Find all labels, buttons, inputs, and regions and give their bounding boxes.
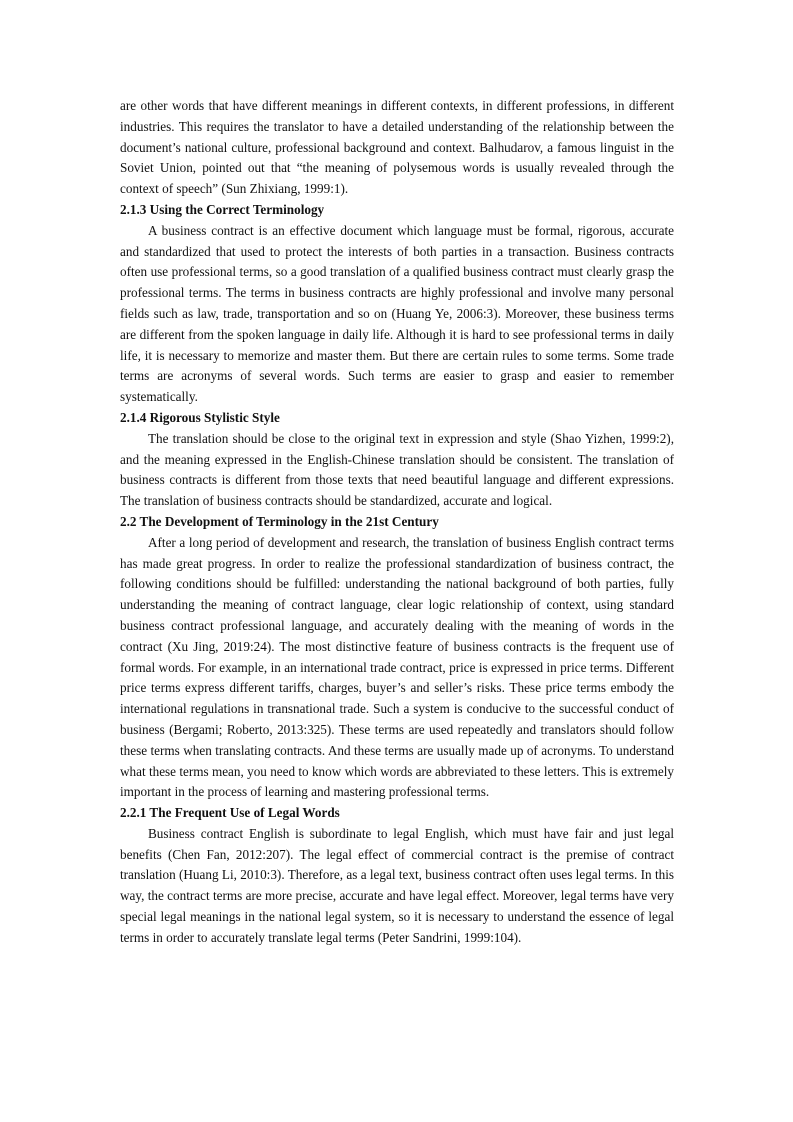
paragraph-legal-words: Business contract English is subordinate to legal English, which must have fair and just legal benefits (Chen Fan, 2012:207). The legal effect of commercial contract is the premise of contract translation (Huang Li, 2010:3). Therefore, as a legal text, business contract often uses legal terms. In this way, the contract terms are more precise, accurate and have legal effect. Moreover, legal terms have very special legal meanings in the national legal system, so it is necessary to understand the essence of legal terms in order to accurately translate legal terms (Peter Sandrini, 1999:104). bbox=[120, 825, 674, 945]
paragraph-terminology-development: After a long period of development and research, the translation of business English contract terms has made great progress. In order to realize the professional standardization of business contract, the following conditions should be fulfilled: understanding the national background of both parties, fully understanding the meaning of contract language, clear logic relationship of context, using standard business contract professional language, and accurately dealing with the meaning of words in the contract (Xu Jing, 2019:24). The most distinctive feature of business contracts is the frequent use of formal words. For example, in an international trade contract, price is expressed in price terms. Different price terms express different tariffs, charges, buyer’s and seller’s risks. These price terms embody the international regulations in transnational trade. Such a system is conducive to the successful conduct of business (Bergami; Roberto, 2013:325). These terms are used repeatedly and translators should follow these terms when translating contracts. And these terms are usually made up of acronyms. To understand what these terms mean, you need to know which words are abbreviated to these letters. This is extremely important in the process of learning and mastering professional terms. bbox=[120, 534, 674, 800]
document-page bbox=[120, 96, 674, 949]
heading-2-2: 2.2 The Development of Terminology in the 21st Century bbox=[120, 513, 439, 529]
paragraph-stylistic-style: The translation should be close to the original text in expression and style (Shao Yizhen, 1999:2), and the meaning expressed in the English-Chinese translation should be consistent. The translation of business contracts is different from those texts that need beautiful language and different expressions. The translation of business contracts should be standardized, accurate and logical. bbox=[120, 430, 674, 509]
heading-2-1-4: 2.1.4 Rigorous Stylistic Style bbox=[120, 409, 280, 425]
paragraph-polysemy-context: are other words that have different meanings in different contexts, in different professions, in different industries. This requires the translator to have a detailed understanding of the relationship between the document’s national culture, professional background and context. Balhudarov, a famous linguist in the Soviet Union, pointed out that “the meaning of polysemous words is usually revealed through the context of speech” (Sun Zhixiang, 1999:1). bbox=[120, 98, 674, 197]
heading-2-1-3: 2.1.3 Using the Correct Terminology bbox=[120, 201, 325, 217]
paragraph-correct-terminology: A business contract is an effective document which language must be formal, rigorous, accurate and standardized that used to protect the interests of both parties in a transaction. Business contracts often use professional terms, so a good translation of a qualified business contract must clearly grasp the professional terms. The terms in business contracts are highly professional and involve many personal fields such as law, trade, transportation and so on (Huang Ye, 2006:3). Moreover, these business terms are different from the spoken language in daily life. Although it is hard to see professional terms in daily life, it is necessary to memorize and master them. But there are certain rules to some terms. Some trade terms are acronyms of several words. Such terms are easier to grasp and easier to remember systematically. bbox=[120, 222, 674, 405]
heading-2-2-1: 2.2.1 The Frequent Use of Legal Words bbox=[120, 805, 340, 821]
